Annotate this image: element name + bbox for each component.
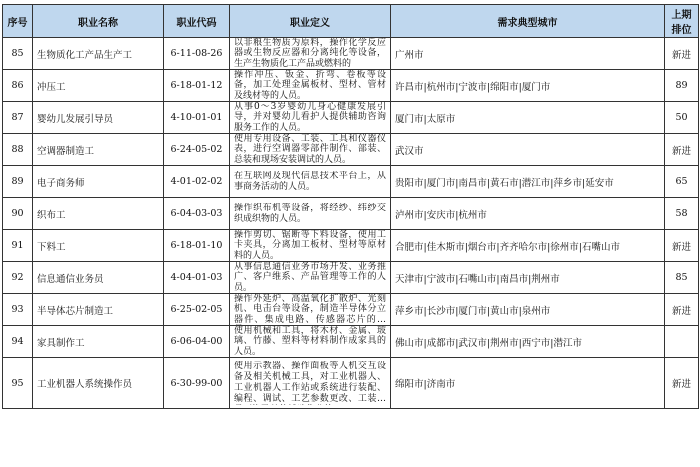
cell-previous-rank: 50 xyxy=(665,102,699,134)
cell-definition xyxy=(230,134,391,166)
cell-job-code: 6-18-01-12 xyxy=(164,70,230,102)
cell-job-name: 空调器制造工 xyxy=(33,134,164,166)
cell-job-name: 信息通信业务员 xyxy=(33,262,164,294)
table-row xyxy=(3,38,699,70)
cell-previous-rank: 新进 xyxy=(665,358,699,409)
cell-job-code: 6-18-01-10 xyxy=(164,230,230,262)
table-row xyxy=(3,294,699,326)
cell-job-name: 织布工 xyxy=(33,198,164,230)
cell-job-name: 电子商务师 xyxy=(33,166,164,198)
cell-previous-rank: 65 xyxy=(665,166,699,198)
definition-text: 从事0～3岁婴幼儿身心健康发展引导，并对婴幼儿看护人提供辅助咨询服务工作的人员。 xyxy=(234,102,386,133)
cell-job-code: 4-01-02-02 xyxy=(164,166,230,198)
cell-cities: 武汉市 xyxy=(391,134,665,166)
cell-job-name: 婴幼儿发展引导员 xyxy=(33,102,164,134)
cell-no: 90 xyxy=(3,198,33,230)
cell-definition xyxy=(230,198,391,230)
cell-no: 93 xyxy=(3,294,33,326)
table-row xyxy=(3,102,699,134)
definition-text: 使用机械和工具，将木材、金属、玻璃、竹藤、塑料等材料制作成家具的人员。 xyxy=(234,326,386,357)
cell-cities: 佛山市|成都市|武汉市|荆州市|西宁市|潜江市 xyxy=(391,326,665,358)
cell-no: 95 xyxy=(3,358,33,409)
cell-job-name: 半导体芯片制造工 xyxy=(33,294,164,326)
cell-definition xyxy=(230,70,391,102)
cell-job-name: 工业机器人系统操作员 xyxy=(33,358,164,409)
table-header-row xyxy=(3,5,699,38)
definition-text: 从事信息通信业务市场开发、业务推广、客户维系、产品管理等工作的人员。 xyxy=(234,262,386,293)
cell-definition xyxy=(230,38,391,70)
cell-job-name: 冲压工 xyxy=(33,70,164,102)
definition-text: 使用示教器、操作面板等人机交互设备及相关机械工具，对工业机器人、工业机器人工作站或系统进行装配、编程、调试、工艺参数更改、工装夹 xyxy=(234,361,386,404)
cell-cities: 贵阳市|厦门市|南昌市|黄石市|潜江市|萍乡市|延安市 xyxy=(391,166,665,198)
cell-cities: 合肥市|佳木斯市|烟台市|齐齐哈尔市|徐州市|石嘴山市 xyxy=(391,230,665,262)
cell-definition xyxy=(230,326,391,358)
definition-text: 在互联网及现代信息技术平台上，从事商务活动的人员。 xyxy=(234,171,386,192)
table-row xyxy=(3,198,699,230)
cell-job-name: 家具制作工 xyxy=(33,326,164,358)
header-name: 职业名称 xyxy=(33,5,164,38)
cell-cities: 绵阳市|济南市 xyxy=(391,358,665,409)
cell-no: 94 xyxy=(3,326,33,358)
cell-no: 87 xyxy=(3,102,33,134)
cell-cities: 广州市 xyxy=(391,38,665,70)
cell-definition xyxy=(230,262,391,294)
header-no: 序号 xyxy=(3,5,33,38)
cell-cities: 厦门市|太原市 xyxy=(391,102,665,134)
cell-definition xyxy=(230,166,391,198)
cell-definition xyxy=(230,358,391,409)
cell-no: 89 xyxy=(3,166,33,198)
definition-text: 操作剪切、锯断等下料设备，使用工卡夹具，分离加工板材、型材等原材料的人员。 xyxy=(234,230,386,261)
cell-job-code: 6-24-05-02 xyxy=(164,134,230,166)
definition-text: 操作织布机等设备，将经纱、纬纱交织成织物的人员。 xyxy=(234,203,386,224)
cell-previous-rank: 89 xyxy=(665,70,699,102)
definition-text: 操作外延炉、高温氧化扩散炉、光刻机、电击台等设备，制造半导体分立器件、集成电路、传感器芯片的人 xyxy=(234,294,386,325)
cell-cities: 泸州市|安庆市|杭州市 xyxy=(391,198,665,230)
cell-previous-rank: 新进 xyxy=(665,134,699,166)
cell-cities: 许昌市|杭州市|宁波市|绵阳市|厦门市 xyxy=(391,70,665,102)
cell-no: 92 xyxy=(3,262,33,294)
cell-cities: 萍乡市|长沙市|厦门市|黄山市|泉州市 xyxy=(391,294,665,326)
cell-job-code: 4-10-01-01 xyxy=(164,102,230,134)
definition-text: 使用专用设备、工装、工具和仪器仪表，进行空调器零部件制作、部装、总装和现场安装调试的人员。 xyxy=(234,134,386,165)
cell-definition xyxy=(230,230,391,262)
cell-cities: 天津市|宁波市|石嘴山市|南昌市|荆州市 xyxy=(391,262,665,294)
cell-job-code: 4-04-01-03 xyxy=(164,262,230,294)
cell-job-code: 6-04-03-03 xyxy=(164,198,230,230)
header-cities: 需求典型城市 xyxy=(391,5,665,38)
table-row xyxy=(3,262,699,294)
cell-job-name: 下料工 xyxy=(33,230,164,262)
job-ranking-table xyxy=(2,4,699,409)
header-definition: 职业定义 xyxy=(230,5,391,38)
cell-no: 91 xyxy=(3,230,33,262)
cell-previous-rank: 新进 xyxy=(665,294,699,326)
table-row xyxy=(3,166,699,198)
cell-job-code: 6-11-08-26 xyxy=(164,38,230,70)
table-row xyxy=(3,326,699,358)
cell-job-code: 6-30-99-00 xyxy=(164,358,230,409)
table-body xyxy=(3,38,699,409)
header-rank: 上期排位 xyxy=(665,5,699,38)
cell-previous-rank: 58 xyxy=(665,198,699,230)
header-code: 职业代码 xyxy=(164,5,230,38)
cell-job-code: 6-06-04-00 xyxy=(164,326,230,358)
cell-no: 85 xyxy=(3,38,33,70)
table-row xyxy=(3,230,699,262)
definition-text: 以非粮生物质为原料，操作化学反应器或生物反应器和分离纯化等设备，生产生物质化工产品或燃料的 xyxy=(234,38,386,69)
definition-text: 操作冲压、钣金、折弯、卷板等设备，加工处理金属板材、型材、管材及线材等的人员。 xyxy=(234,70,386,101)
table-row xyxy=(3,358,699,409)
cell-no: 88 xyxy=(3,134,33,166)
cell-previous-rank xyxy=(665,326,699,358)
cell-job-name: 生物质化工产品生产工 xyxy=(33,38,164,70)
table-row xyxy=(3,134,699,166)
cell-previous-rank: 85 xyxy=(665,262,699,294)
table-row xyxy=(3,70,699,102)
cell-definition xyxy=(230,102,391,134)
cell-job-code: 6-25-02-05 xyxy=(164,294,230,326)
cell-no: 86 xyxy=(3,70,33,102)
cell-definition xyxy=(230,294,391,326)
cell-previous-rank: 新进 xyxy=(665,230,699,262)
cell-previous-rank: 新进 xyxy=(665,38,699,70)
